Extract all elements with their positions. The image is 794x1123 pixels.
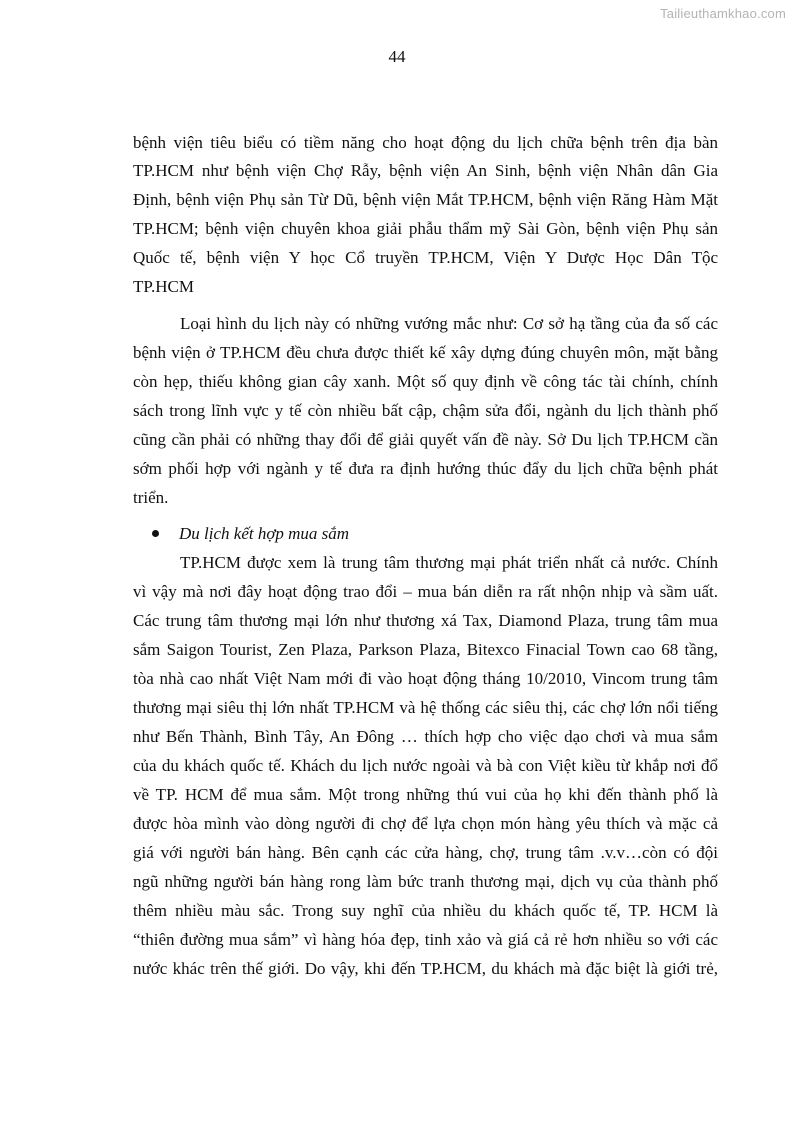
text-line: của du khách quốc tế. Khách du lịch nước ngoài và bà con Việt kiều từ khắp nơi đổ <box>133 756 718 775</box>
text-line: tòa nhà cao nhất Việt Nam mới đi vào hoạt động tháng 10/2010, Vincom trung tâm <box>133 669 718 688</box>
bullet-icon <box>152 530 159 537</box>
text-line: Các trung tâm thương mại lớn như thương xá Tax, Diamond Plaza, trung tâm mua <box>133 611 718 630</box>
text-line: TP.HCM như bệnh viện Chợ Rẫy, bệnh viện An Sinh, bệnh viện Nhân dân Gia <box>133 161 718 180</box>
text-line: bệnh viện tiêu biểu có tiềm năng cho hoạt động du lịch chữa bệnh trên địa bàn <box>133 133 718 152</box>
text-line: triển. <box>133 488 169 507</box>
text-line: sắm Saigon Tourist, Zen Plaza, Parkson Plaza, Bitexco Finacial Town cao 68 tầng, <box>133 640 718 659</box>
text-line: bệnh viện ở TP.HCM đều chưa được thiết kế xây dựng đúng chuyên môn, mặt bằng <box>133 343 718 362</box>
text-line: “thiên đường mua sắm” vì hàng hóa đẹp, tinh xảo và giá cả rẻ hơn nhiều so với các <box>133 930 718 949</box>
text-line: về TP. HCM để mua sắm. Một trong những thú vui của họ khi đến thành phố là <box>133 785 718 804</box>
text-line: cũng cần phải có những thay đổi để giải quyết vấn đề này. Sở Du lịch TP.HCM cần <box>133 430 718 449</box>
text-line: ngũ những người bán hàng rong làm bức tranh thương mại, dịch vụ của thành phố <box>133 872 718 891</box>
bullet-heading <box>152 524 349 544</box>
paragraph-first-line: Loại hình du lịch này có những vướng mắc như: Cơ sở hạ tầng của đa số các <box>180 314 718 333</box>
text-line: giá với người bán hàng. Bên cạnh các cửa hàng, chợ, trung tâm .v.v…còn có đội <box>133 843 718 862</box>
text-line: vì vậy mà nơi đây hoạt động trao đổi – mua bán diễn ra rất nhộn nhịp và sầm uất. <box>133 582 718 601</box>
bullet-heading-text: Du lịch kết hợp mua sắm <box>179 524 350 543</box>
text-line: Quốc tế, bệnh viện Y học Cổ truyền TP.HCM, Viện Y Dược Học Dân Tộc <box>133 248 718 267</box>
text-line: Định, bệnh viện Phụ sản Từ Dũ, bệnh viện Mắt TP.HCM, bệnh viện Răng Hàm Mặt <box>133 190 718 209</box>
text-line: thêm nhiều màu sắc. Trong suy nghĩ của nhiều du khách quốc tế, TP. HCM là <box>133 901 718 920</box>
page-number: 44 <box>388 47 406 66</box>
watermark: Tailieuthamkhao.com <box>660 6 786 21</box>
text-line: sách trong lĩnh vực y tế còn nhiều bất cập, chậm sửa đổi, ngành du lịch thành phố <box>133 401 718 420</box>
text-line: như Bến Thành, Bình Tây, An Đông … thích hợp cho việc dạo chơi và mua sắm <box>133 727 718 746</box>
text-line: được hòa mình vào dòng người đi chợ để lựa chọn món hàng yêu thích và mặc cả <box>133 814 718 833</box>
text-line: thương mại siêu thị lớn nhất TP.HCM và hệ thống các siêu thị, các chợ lớn nổi tiếng <box>133 698 718 717</box>
text-line: còn hẹp, thiếu không gian cây xanh. Một số quy định về công tác tài chính, chính <box>133 372 718 391</box>
paragraph-first-line: TP.HCM được xem là trung tâm thương mại phát triển nhất cả nước. Chính <box>180 553 718 572</box>
text-line: nước khác trên thế giới. Do vậy, khi đến TP.HCM, du khách mà đặc biệt là giới trẻ, <box>133 959 718 978</box>
text-line: TP.HCM <box>133 277 194 296</box>
text-line: sớm phối hợp với ngành y tế đưa ra định hướng thúc đẩy du lịch chữa bệnh phát <box>133 459 718 478</box>
text-line: TP.HCM; bệnh viện chuyên khoa giải phẫu thẩm mỹ Sài Gòn, bệnh viện Phụ sản <box>133 219 718 238</box>
